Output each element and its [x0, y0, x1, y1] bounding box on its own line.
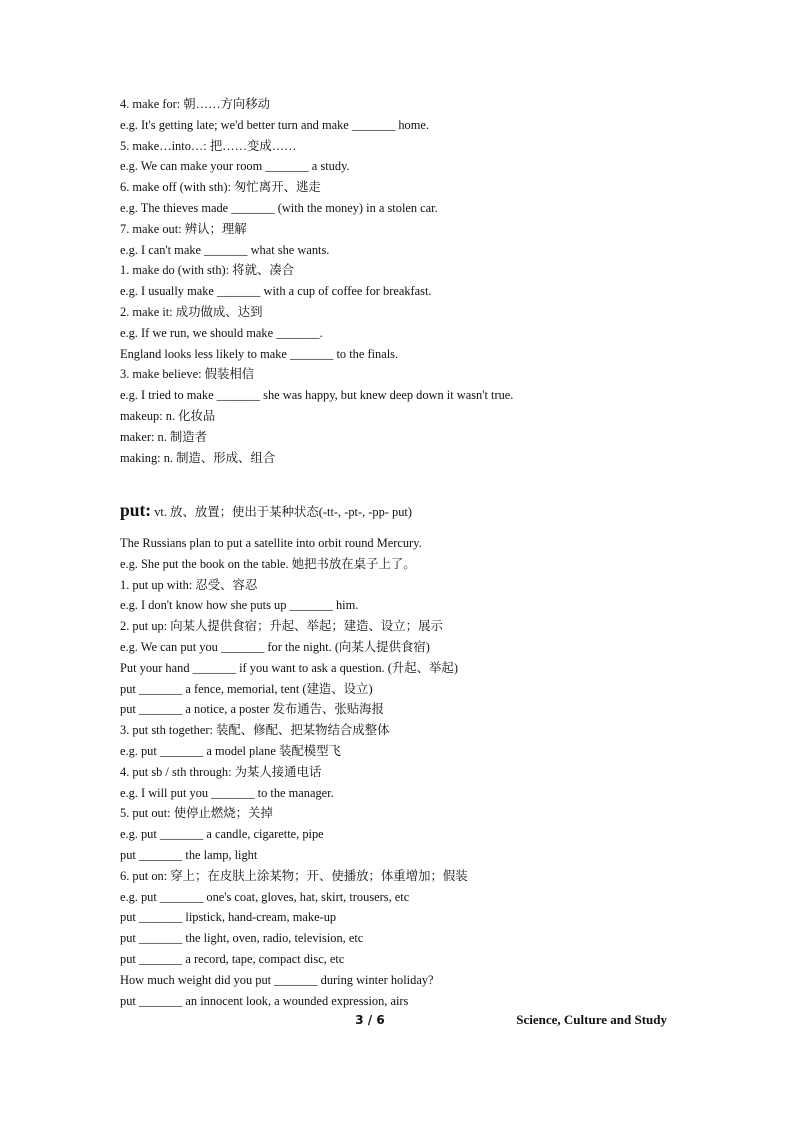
text-line: e.g. I usually make _______ with a cup of coffee for breakfast. — [120, 284, 432, 299]
text-line: put _______ a record, tape, compact disc, etc — [120, 951, 345, 966]
text-line: 5. put out: 使停止燃烧；关掉 — [120, 806, 273, 821]
text-line: put _______ a notice, a poster 发布通告、张贴海报 — [120, 702, 384, 717]
text-line: e.g. It's getting late; we'd better turn and make _______ home. — [120, 117, 429, 132]
text-line: put _______ lipstick, hand-cream, make-up — [120, 910, 337, 925]
text-line: The Russians plan to put a satellite into orbit round Mercury. — [120, 536, 422, 550]
text-line: e.g. I can't make _______ what she wants. — [120, 242, 330, 257]
text-line: 6. put on: 穿上；在皮肤上涂某物；开、使播放；体重增加；假装 — [120, 868, 468, 883]
text-line: England looks less likely to make _______ to the finals. — [120, 346, 399, 361]
text-line: 4. put sb / sth through: 为某人接通电话 — [120, 764, 322, 779]
make-phrases-section — [120, 94, 680, 468]
text-line: put _______ the lamp, light — [120, 847, 258, 862]
footer-brand: Science, Culture and Study — [516, 1012, 667, 1027]
text-line: put _______ the light, oven, radio, television, etc — [120, 931, 364, 946]
text-line: 1. make do (with sth): 将就、凑合 — [120, 263, 295, 278]
text-line: makeup: n. 化妆品 — [120, 408, 216, 423]
page-number: 3 / 6 — [355, 1013, 385, 1027]
text-line: e.g. put _______ a candle, cigarette, pipe — [120, 827, 324, 842]
text-line: making: n. 制造、形成、组合 — [120, 450, 276, 465]
text-line: e.g. We can make your room _______ a study. — [120, 159, 350, 174]
put-heading-definition: vt. 放、放置；使出于某种状态(-tt-, -pt-, -pp- put) — [151, 505, 412, 519]
text-line: e.g. She put the book on the table. 她把书放在桌子上了。 — [120, 556, 416, 571]
text-line: e.g. If we run, we should make _______. — [120, 325, 323, 340]
text-line: put _______ a fence, memorial, tent (建造、设立) — [120, 681, 373, 696]
put-heading-word: put: — [120, 500, 152, 520]
text-line: e.g. I will put you _______ to the manager. — [120, 785, 334, 800]
text-line: e.g. I don't know how she puts up _______ him. — [120, 598, 359, 613]
put-heading — [120, 500, 680, 521]
text-line: 3. put sth together: 装配、修配、把某物结合成整体 — [120, 723, 390, 738]
text-line: e.g. I tried to make _______ she was happy, but knew deep down it wasn't true. — [120, 388, 514, 403]
text-line: 2. make it: 成功做成、达到 — [120, 304, 263, 319]
text-line: Put your hand _______ if you want to ask a question. (升起、举起) — [120, 660, 458, 675]
text-line: maker: n. 制造者 — [120, 429, 208, 444]
text-line: 7. make out: 辨认；理解 — [120, 221, 247, 236]
text-line: e.g. The thieves made _______ (with the money) in a stolen car. — [120, 200, 438, 215]
text-line: put _______ an innocent look, a wounded expression, airs — [120, 993, 409, 1008]
text-line: 3. make believe: 假装相信 — [120, 367, 255, 382]
text-line: 5. make…into…: 把……变成…… — [120, 138, 297, 153]
text-line: e.g. put _______ a model plane 装配模型飞 — [120, 743, 341, 758]
text-line: How much weight did you put _______ during winter holiday? — [120, 972, 434, 987]
text-line: 6. make off (with sth): 匆忙离开、逃走 — [120, 180, 321, 195]
put-phrases-section — [120, 533, 680, 1011]
text-line: 4. make for: 朝……方向移动 — [120, 97, 271, 111]
text-line: e.g. We can put you _______ for the night. (向某人提供食宿) — [120, 639, 430, 654]
text-line: e.g. put _______ one's coat, gloves, hat, skirt, trousers, etc — [120, 889, 410, 904]
text-line: 1. put up with: 忍受、容忍 — [120, 577, 258, 592]
text-line: 2. put up: 向某人提供食宿；升起、举起；建造、设立；展示 — [120, 619, 443, 634]
